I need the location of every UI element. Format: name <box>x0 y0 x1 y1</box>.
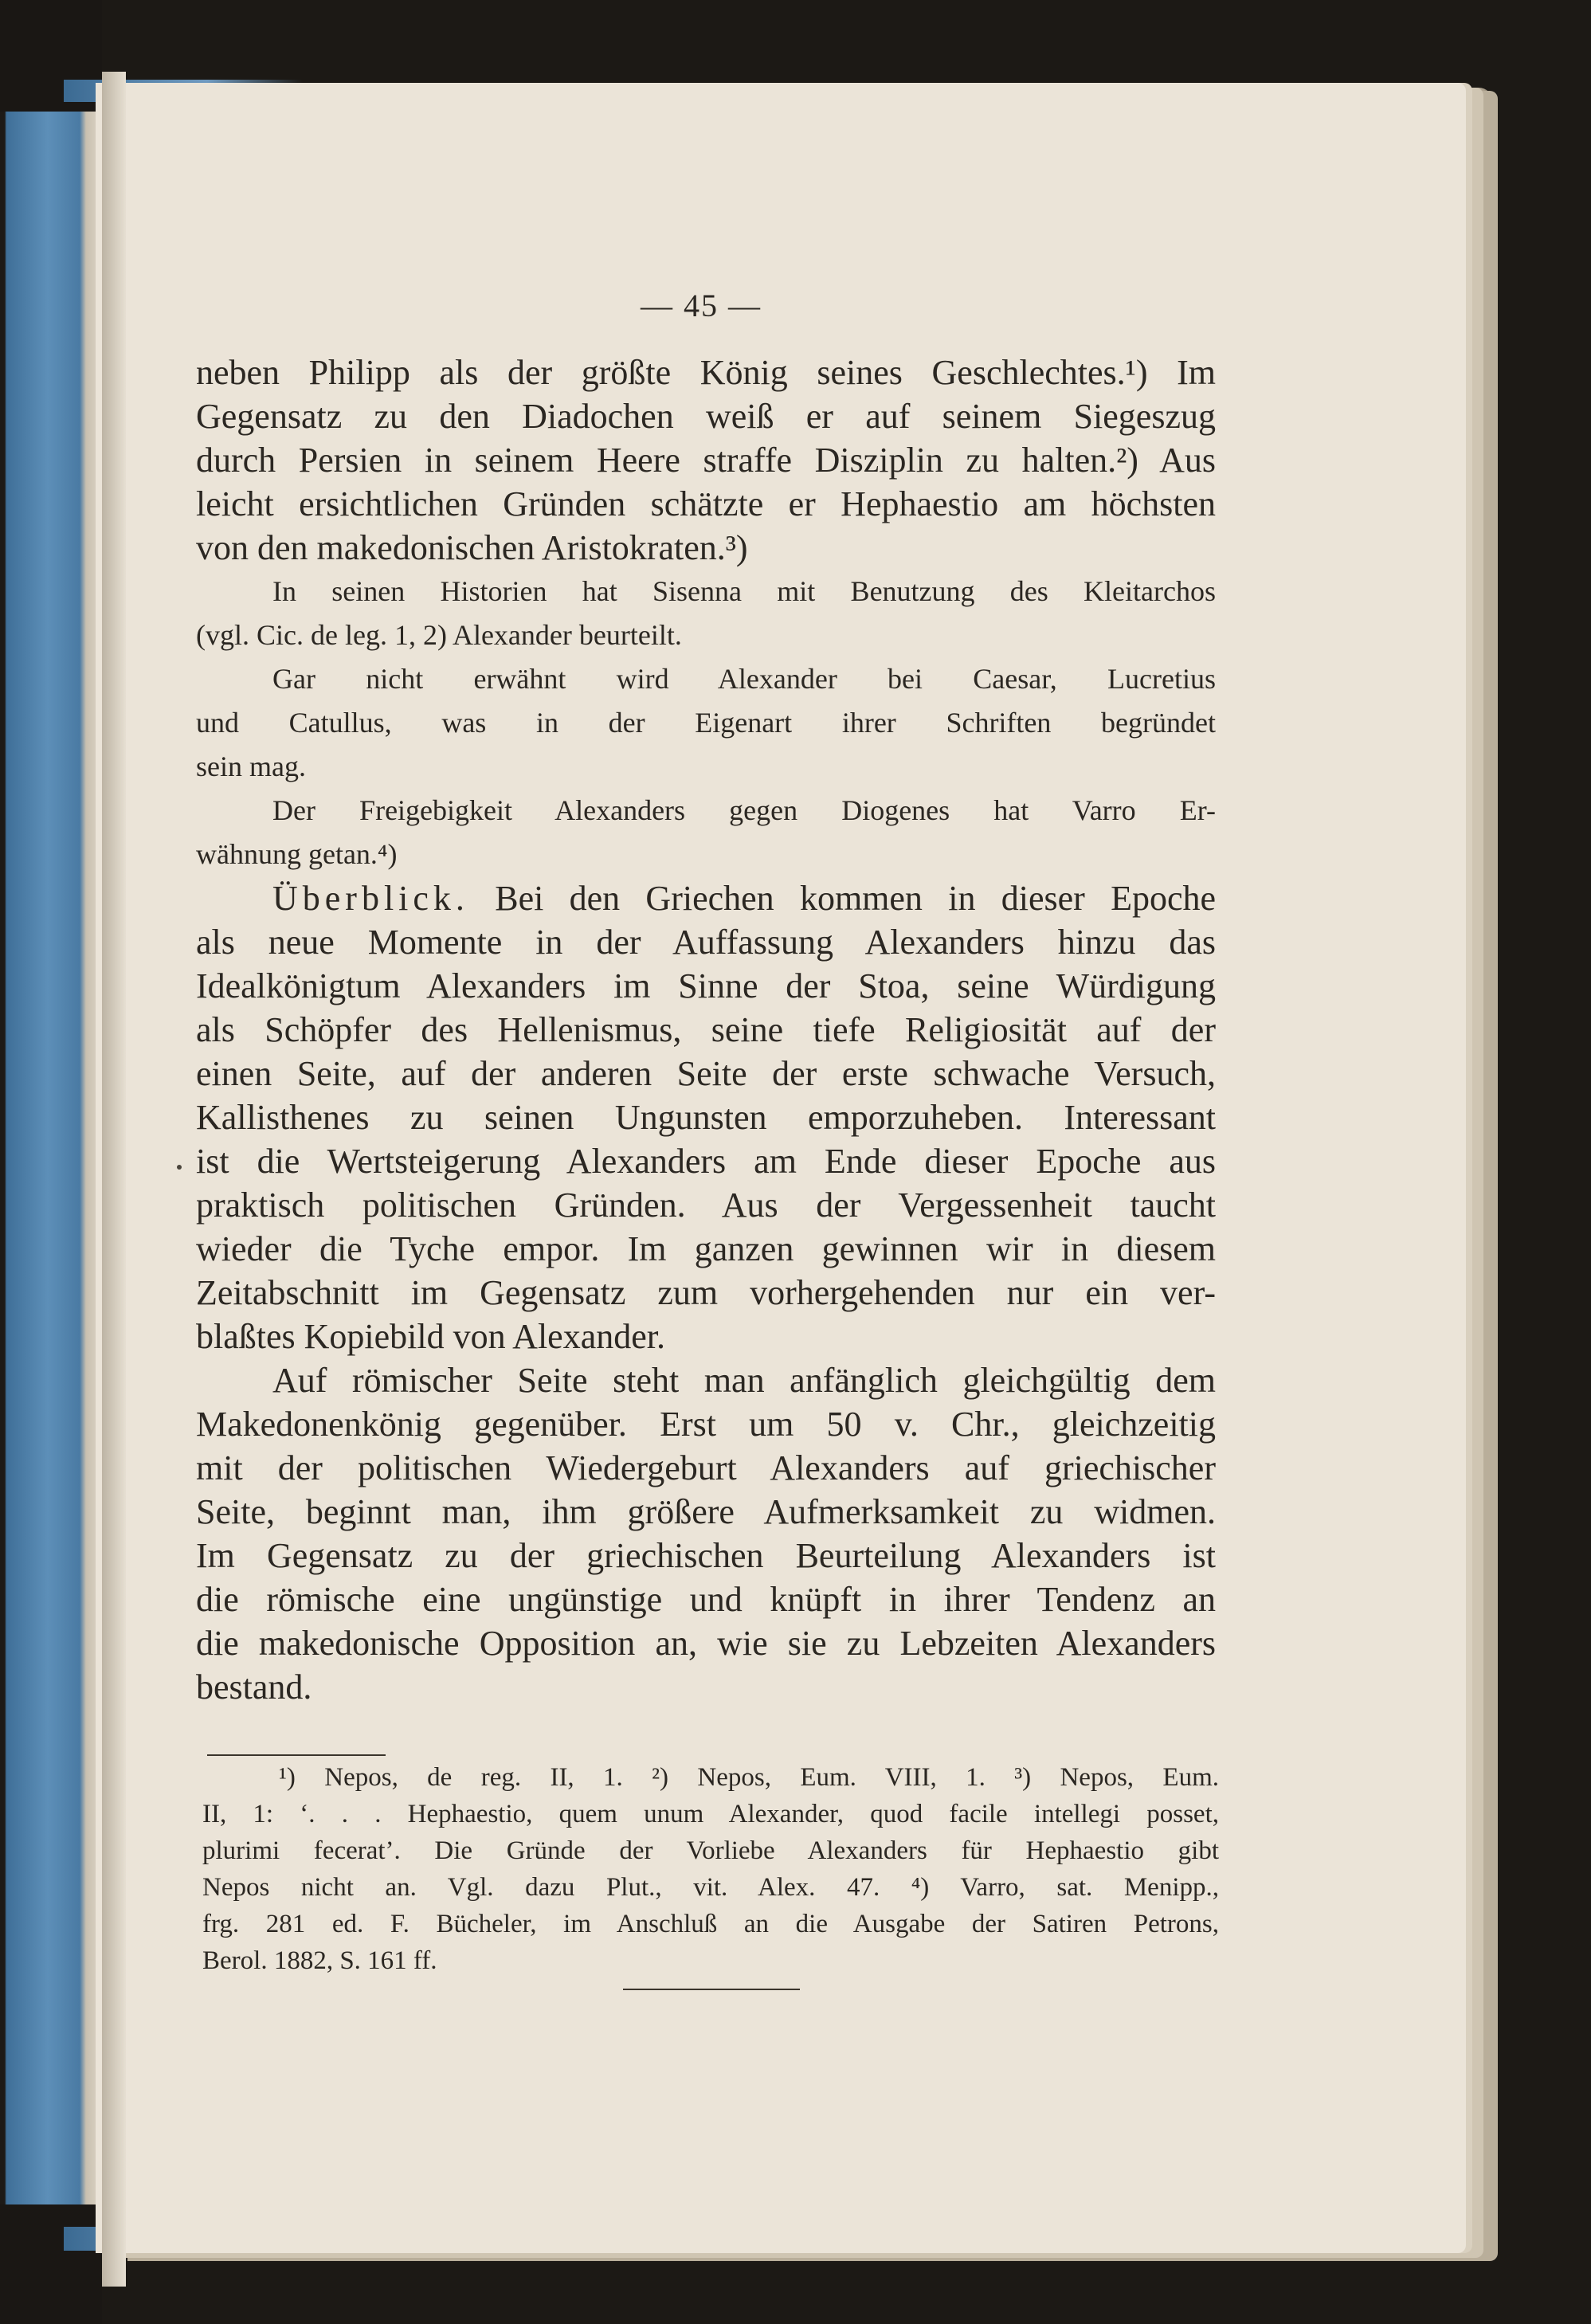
text-line: mit der politischen Wiedergeburt Alexanders auf griechischer <box>196 1448 1216 1487</box>
footnote-line: ¹) Nepos, de reg. II, 1. ²) Nepos, Eum. VIII, 1. ³) Nepos, Eum. <box>279 1763 1219 1792</box>
page-gutter <box>102 72 126 2287</box>
text-line: Kallisthenes zu seinen Ungunsten emporzuheben. Interessant <box>196 1098 1216 1137</box>
text-line: sein mag. <box>196 750 306 782</box>
footnote-line: frg. 281 ed. F. Bücheler, im Anschluß an die Ausgabe der Satiren Petrons, <box>202 1910 1219 1938</box>
main-text <box>196 351 1216 1709</box>
text-line: neben Philipp als der größte König seines Geschlechtes.¹) Im <box>196 353 1216 392</box>
text-line: von den makedonischen Aristokraten.³) <box>196 528 748 567</box>
small-paragraph-caesar <box>196 657 1216 789</box>
text-line: Idealkönigtum Alexanders im Sinne der Stoa, seine Würdigung <box>196 966 1216 1005</box>
text-line: als neue Momente in der Auffassung Alexanders hinzu das <box>196 923 1216 962</box>
text-line: Gar nicht erwähnt wird Alexander bei Caesar, Lucretius <box>272 663 1216 695</box>
text-line: einen Seite, auf der anderen Seite der erste schwache Versuch, <box>196 1054 1216 1093</box>
small-paragraph-sisenna <box>196 570 1216 657</box>
text-line: Zeitabschnitt im Gegensatz zum vorhergehenden nur ein ver- <box>196 1273 1216 1312</box>
text-line: bestand. <box>196 1668 312 1707</box>
text-line: wähnung getan.⁴) <box>196 838 398 870</box>
text-line: Makedonenkönig gegenüber. Erst um 50 v. Chr., gleichzeitig <box>196 1405 1216 1444</box>
text-line: blaßtes Kopiebild von Alexander. <box>196 1317 665 1356</box>
text-line: die römische eine ungünstige und knüpft in ihrer Tendenz an <box>196 1580 1216 1619</box>
text-line: durch Persien in seinem Heere straffe Disziplin zu halten.²) Aus <box>196 441 1216 480</box>
margin-dot <box>177 1165 182 1170</box>
text-line: Der Freigebigkeit Alexanders gegen Diogenes hat Varro Er- <box>272 794 1216 826</box>
text-line: Seite, beginnt man, ihm größere Aufmerksamkeit zu widmen. <box>196 1492 1216 1531</box>
text-line: Im Gegensatz zu der griechischen Beurteilung Alexanders ist <box>196 1536 1216 1575</box>
text-line: die makedonische Opposition an, wie sie zu Lebzeiten Alexanders <box>196 1624 1216 1663</box>
text-line: praktisch politischen Gründen. Aus der Vergessenheit taucht <box>196 1186 1216 1225</box>
end-rule <box>623 1989 800 1990</box>
paragraph-1 <box>196 351 1216 570</box>
text-line: und Catullus, was in der Eigenart ihrer Schriften begründet <box>196 707 1216 739</box>
footnotes <box>202 1759 1219 1979</box>
page-stack-edge <box>1464 88 1493 2247</box>
text-line: Auf römischer Seite steht man anfänglich gleichgültig dem <box>272 1361 1216 1400</box>
footnote-line: Berol. 1882, S. 161 ff. <box>202 1946 437 1975</box>
text-line: ist die Wertsteigerung Alexanders am Ende dieser Epoche aus <box>196 1142 1216 1181</box>
paragraph-roman <box>196 1358 1216 1709</box>
text-line-rest: Bei den Griechen kommen in dieser Epoche <box>495 879 1217 918</box>
footnote-line: Nepos nicht an. Vgl. dazu Plut., vit. Alex. 47. ⁴) Varro, sat. Menipp., <box>202 1873 1219 1902</box>
text-line: leicht ersichtlichen Gründen schätzte er Hephaestio am höchsten <box>196 484 1216 523</box>
footnote-line: II, 1: ‘. . . Hephaestio, quem unum Alexander, quod facile intellegi posset, <box>202 1800 1219 1828</box>
text-line: Gegensatz zu den Diadochen weiß er auf seinem Siegeszug <box>196 397 1216 436</box>
text-line: wieder die Tyche empor. Im ganzen gewinnen wir in diesem <box>196 1229 1216 1268</box>
small-paragraph-varro <box>196 789 1216 876</box>
page-number: — 45 — <box>641 288 762 323</box>
ueberblick-label: Überblick. <box>272 879 469 918</box>
book-cover-left <box>0 0 102 2324</box>
text-line <box>196 876 1216 920</box>
footnote-separator <box>207 1754 386 1756</box>
text-line: als Schöpfer des Hellenismus, seine tiefe Religiosität auf der <box>196 1010 1216 1049</box>
paragraph-ueberblick <box>196 876 1216 1358</box>
text-line: (vgl. Cic. de leg. 1, 2) Alexander beurteilt. <box>196 619 682 651</box>
footnote-line: plurimi fecerat’. Die Gründe der Vorliebe Alexanders für Hephaestio gibt <box>202 1836 1219 1865</box>
text-line: In seinen Historien hat Sisenna mit Benutzung des Kleitarchos <box>272 575 1216 607</box>
